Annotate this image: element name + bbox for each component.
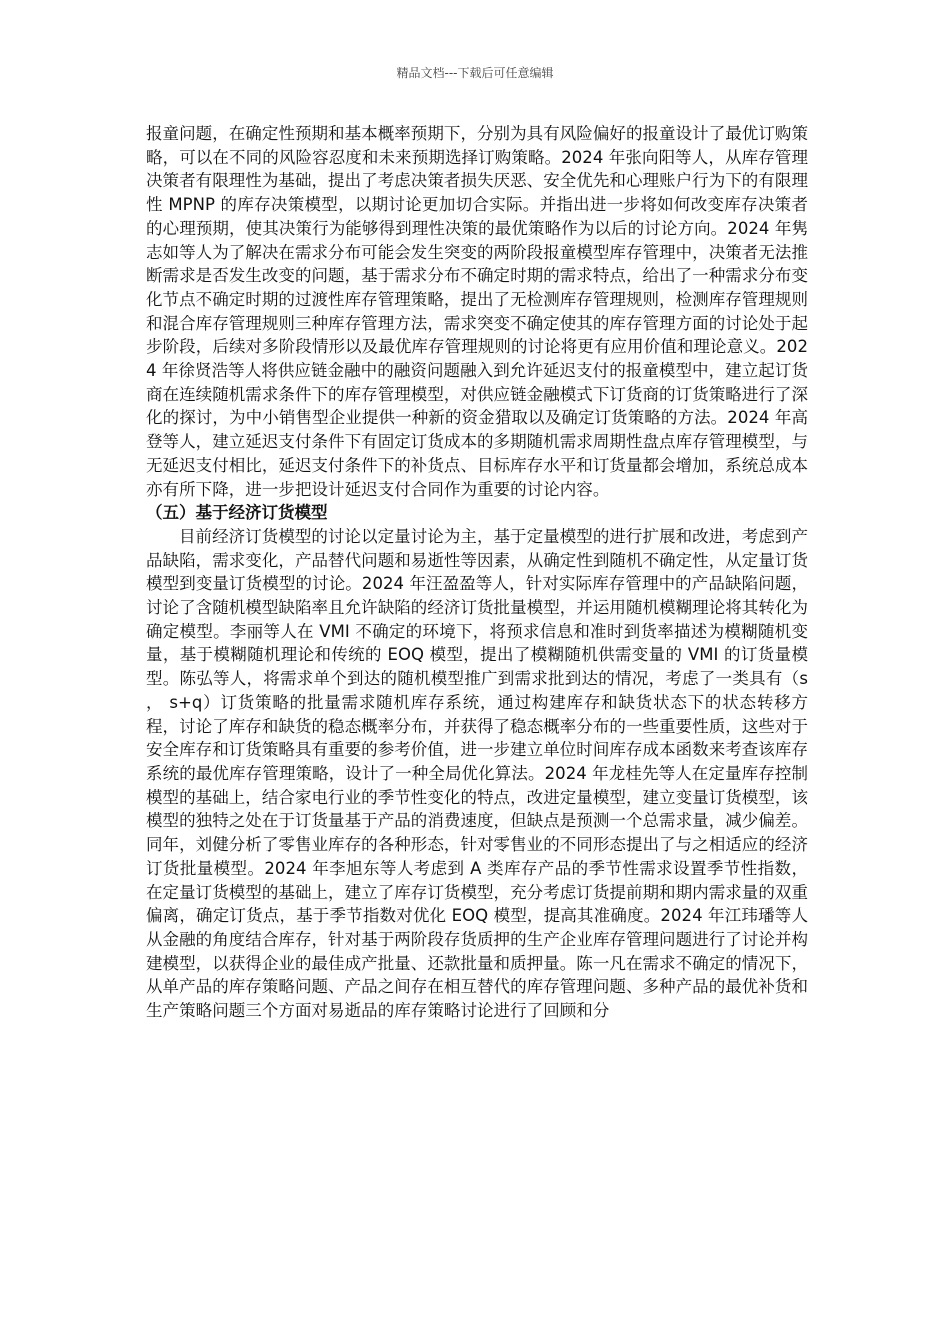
body-paragraph: 目前经济订货模型的讨论以定量讨论为主，基于定量模型的进行扩展和改进，考虑到产品缺陷，需求变化，产品替代问题和易逝性等因素，从确定性到随机不确定性，从定量订货模型到变量订货模型的讨论。2024 年汪盈盈等人，针对实际库存管理中的产品缺陷问题，讨论了含随机模型缺陷率且允许缺陷的经济订货批量模型，并运用随机模糊理论将其转化为确定模型。李丽等人在 VMI 不确定的环境下，将预求信息和准时到货率描述为模糊随机变量，基于模糊随机理论和传统的 EOQ 模型，提出了模糊随机供需变量的 VMI 的订货量模型。陈弘等人，将需求单个到达的随机模型推广到需求批到达的情况，考虑了一类具有（s ， s+q）订货策略的批量需求随机库存系统，通过构建库存和缺货状态下的状态转移方程，讨论了库存和缺货的稳态概率分布，并获得了稳态概率分布的一些重要性质，这些对于安全库存和订货策略具有重要的参考价值，进一步建立单位时间库存成本函数来考查该库存系统的最优库存管理策略，设计了一种全局优化算法。2024 年龙桂先等人在定量库存控制模型的基础上，结合家电行业的季节性变化的特点，改进定量模型，建立变量订货模型，该模型的独特之处在于订货量基于产品的消费速度，但缺点是预测一个总需求量，减少偏差。同年，刘健分析了零售业库存的各种形态，针对零售业的不同形态提出了与之相适应的经济订货批量模型。2024 年李旭东等人考虑到 A 类库存产品的季节性需求设置季节性指数，在定量订货模型的基础上，建立了库存订货模型，充分考虑订货提前期和期内需求量的双重偏离，确定订货点，基于季节指数对优化 EOQ 模型，提高其准确度。2024 年江玮璠等人从金融的角度结合库存，针对基于两阶段存货质押的生产企业库存管理问题进行了讨论并构建模型，以获得企业的最佳成产批量、还款批量和质押量。陈一凡在需求不确定的情况下，从单产品的库存策略问题、产品之间存在相互替代的库存管理问题、多种产品的最优补货和生产策略问题三个方面对易逝品的库存策略讨论进行了回顾和分: [146, 526, 808, 1021]
document-body: [146, 122, 808, 1023]
page-header: 精品文档---下载后可任意编辑: [396, 66, 554, 80]
body-paragraph: 报童问题，在确定性预期和基本概率预期下，分别为具有风险偏好的报童设计了最优订购策略，可以在不同的风险容忍度和未来预期选择订购策略。2024 年张向阳等人，从库存管理决策者有限理性为基础，提出了考虑决策者损失厌恶、安全优先和心理账户行为下的有限理性 MPNP 的库存决策模型，以期讨论更加切合实际。并指出进一步将如何改变库存决策者的心理预期，使其决策行为能够得到理性决策的最优策略作为以后的讨论方向。2024 年隽志如等人为了解决在需求分布可能会发生突变的两阶段报童模型库存管理中，决策者无法推断需求是否发生改变的问题，基于需求分布不确定时期的需求特点，给出了一种需求分布变化节点不确定时期的过渡性库存管理策略，提出了无检测库存管理规则，检测库存管理规则和混合库存管理规则三种库存管理方法，需求突变不确定使其的库存管理方面的讨论处于起步阶段，后续对多阶段情形以及最优库存管理规则的讨论将更有应用价值和理论意义。2024 年徐贤浩等人将供应链金融中的融资问题融入到允许延迟支付的报童模型中，建立起订货商在连续随机需求条件下的库存管理模型，对供应链金融模式下订货商的订货策略进行了深化的探讨，为中小销售型企业提供一种新的资金猎取以及确定订货策略的方法。2024 年高登等人，建立延迟支付条件下有固定订货成本的多期随机需求周期性盘点库存管理模型，与无延迟支付相比，延迟支付条件下的补货点、目标库存水平和订货量都会增加，系统总成本亦有所下降，进一步把设计延迟支付合同作为重要的讨论内容。: [146, 124, 808, 499]
section-heading: （五）基于经济订货模型: [146, 503, 328, 523]
